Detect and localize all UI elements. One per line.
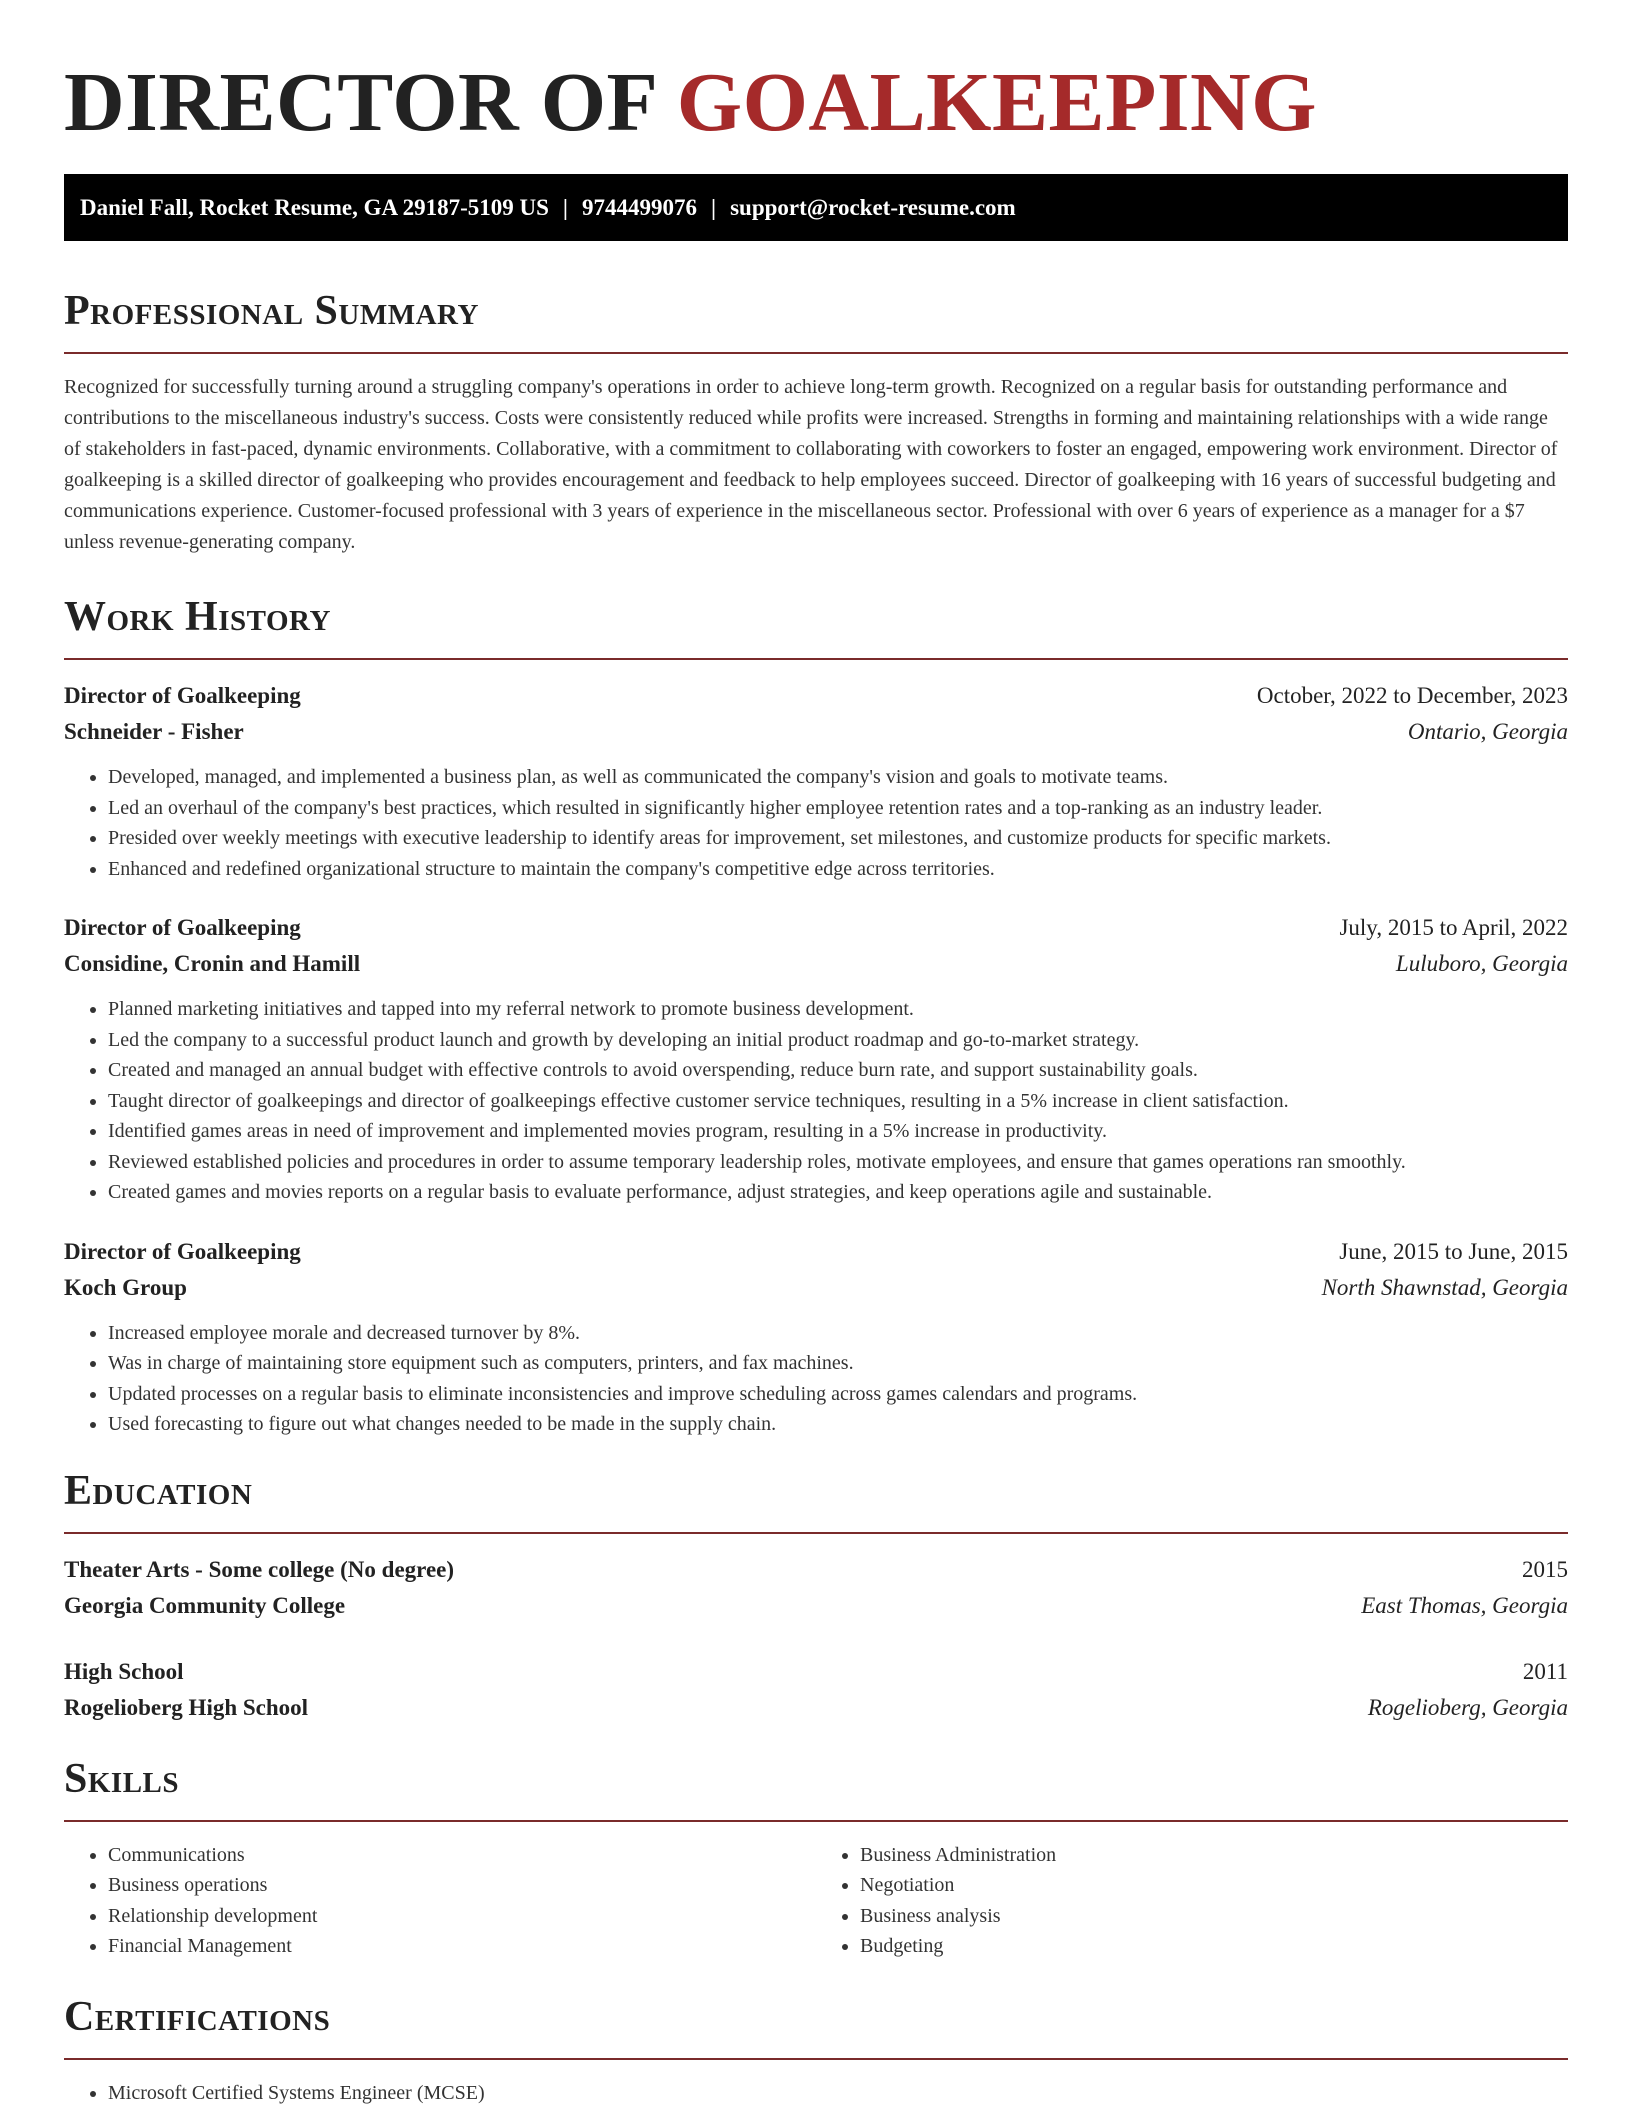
job-bullet: • Reviewed established policies and procedures in order to assume temporary leadership roles, motivate employees, and ensure that games operations ran smoothly.	[108, 1147, 1568, 1178]
job-bullets	[64, 994, 1568, 1208]
job-company-row	[64, 714, 1568, 750]
education-degree: High School	[64, 1658, 184, 1684]
job-bullet: • Led the company to a successful product launch and growth by developing an initial product roadmap and go-to-market strategy.	[108, 1025, 1568, 1056]
job-bullet: • Led an overhaul of the company's best practices, which resulted in significantly higher employee retention rates and a top-ranking as an industry leader.	[108, 793, 1568, 824]
skill-item: • Financial Management	[108, 1931, 816, 1962]
certifications-list	[64, 2078, 1568, 2109]
education-school-row	[64, 1690, 1568, 1726]
education-entry	[64, 1654, 1568, 1726]
job-title-row	[64, 910, 1568, 946]
job-bullet: • Created and managed an annual budget with effective controls to avoid overspending, reduce burn rate, and support sustainability goals.	[108, 1055, 1568, 1086]
work-history-section	[64, 588, 1568, 1440]
skill-item: • Business analysis	[860, 1901, 1568, 1932]
section-heading-summary: Professional Summary	[64, 288, 479, 334]
job-entry	[64, 678, 1568, 884]
education-location: East Thomas, Georgia	[1361, 1592, 1568, 1618]
education-school: Rogelioberg High School	[64, 1694, 309, 1720]
section-divider	[64, 658, 1568, 660]
section-divider	[64, 1532, 1568, 1534]
job-title: Director of Goalkeeping	[64, 683, 301, 708]
skills-grid	[64, 1840, 1568, 1962]
section-heading-education: Education	[64, 1467, 253, 1514]
certifications-section	[64, 1988, 1568, 2109]
job-title-row	[64, 678, 1568, 714]
skill-item: • Business operations	[108, 1870, 816, 1901]
education-location: Rogelioberg, Georgia	[1367, 1694, 1568, 1720]
contact-separator: |	[562, 195, 568, 220]
summary-text: Recognized for successfully turning around a struggling company's operations in order to achieve long-term growth. Recognized on a regular basis for outstanding performance and contributions to the miscellaneous industry's success. Costs were consistently reduced while profits were increased. Strengths in forming and maintaining relationships with a wide range of stakeholders in fast-paced, dynamic environments. Collaborative, with a commitment to collaborating with coworkers to foster an engaged, empowering work environment. Director of goalkeeping is a skilled director of goalkeeping who provides encouragement and feedback to help employees succeed. Director of goalkeeping with 16 years of successful budgeting and communications experience. Customer-focused professional with 3 years of experience in the miscellaneous sector. Professional with over 6 years of experience as a manager for a $7 unless revenue-generating company.	[64, 376, 1558, 553]
job-location: Ontario, Georgia	[1407, 719, 1568, 744]
job-bullet: • Planned marketing initiatives and tapped into my referral network to promote business development.	[108, 994, 1568, 1025]
contact-separator: |	[711, 195, 717, 220]
job-bullet: • Presided over weekly meetings with executive leadership to identify areas for improvement, set milestones, and customize products for specific markets.	[108, 823, 1568, 854]
certification-item: • Microsoft Certified Systems Engineer (MCSE)	[108, 2078, 1568, 2109]
contact-phone: 9744499076	[582, 195, 697, 220]
summary-section	[64, 282, 1568, 558]
education-school: Georgia Community College	[64, 1592, 346, 1618]
job-bullet: • Increased employee morale and decreased turnover by 8%.	[108, 1318, 1568, 1349]
job-bullets	[64, 1318, 1568, 1440]
job-location: North Shawnstad, Georgia	[1321, 1274, 1568, 1300]
resume-title	[64, 0, 1568, 150]
job-company-row	[64, 946, 1568, 982]
job-bullet: • Created games and movies reports on a regular basis to evaluate performance, adjust strategies, and keep operations agile and sustainable.	[108, 1177, 1568, 1208]
section-divider	[64, 352, 1568, 354]
job-title: Director of Goalkeeping	[64, 915, 301, 940]
education-school-row	[64, 1588, 1568, 1624]
contact-address: Daniel Fall, Rocket Resume, GA 29187-5109 US	[80, 195, 549, 220]
skills-list-left	[64, 1840, 816, 1962]
section-divider	[64, 1820, 1568, 1822]
education-year: 2015	[1522, 1556, 1568, 1582]
skill-item: • Communications	[108, 1840, 816, 1871]
job-company: Schneider - Fisher	[64, 719, 244, 744]
job-dates: July, 2015 to April, 2022	[1339, 915, 1568, 940]
education-section	[64, 1462, 1568, 1726]
job-title: Director of Goalkeeping	[64, 1238, 301, 1264]
job-bullet: • Enhanced and redefined organizational structure to maintain the company's competitive edge across territories.	[108, 854, 1568, 885]
skill-item: • Business Administration	[860, 1840, 1568, 1871]
section-divider	[64, 2058, 1568, 2060]
job-company: Koch Group	[64, 1274, 187, 1300]
job-entry	[64, 910, 1568, 1208]
job-dates: October, 2022 to December, 2023	[1256, 683, 1568, 708]
job-bullet: • Developed, managed, and implemented a business plan, as well as communicated the company's vision and goals to motivate teams.	[108, 762, 1568, 793]
job-entry	[64, 1234, 1568, 1440]
contact-email[interactable]: support@rocket-resume.com	[730, 195, 1016, 220]
education-year: 2011	[1522, 1658, 1568, 1684]
education-degree: Theater Arts - Some college (No degree)	[64, 1556, 455, 1582]
job-company: Considine, Cronin and Hamill	[64, 951, 361, 976]
title-main: DIRECTOR OF	[64, 56, 677, 149]
job-title-row	[64, 1234, 1568, 1270]
skill-item: • Budgeting	[860, 1931, 1568, 1962]
job-bullet: • Used forecasting to figure out what changes needed to be made in the supply chain.	[108, 1409, 1568, 1440]
education-entry	[64, 1552, 1568, 1624]
contact-bar	[64, 174, 1568, 241]
job-bullet: • Identified games areas in need of improvement and implemented movies program, resulting in a 5% increase in productivity.	[108, 1116, 1568, 1147]
job-dates: June, 2015 to June, 2015	[1339, 1238, 1568, 1264]
job-bullets	[64, 762, 1568, 884]
title-accent: GOALKEEPING	[676, 56, 1318, 149]
skills-list-right	[816, 1840, 1568, 1962]
skill-item: • Relationship development	[108, 1901, 816, 1932]
education-degree-row	[64, 1552, 1568, 1588]
skills-section	[64, 1750, 1568, 1962]
job-company-row	[64, 1270, 1568, 1306]
skill-item: • Negotiation	[860, 1870, 1568, 1901]
job-location: Luluboro, Georgia	[1395, 951, 1568, 976]
education-degree-row	[64, 1654, 1568, 1690]
job-bullet: • Taught director of goalkeepings and director of goalkeepings effective customer service techniques, resulting in a 5% increase in client satisfaction.	[108, 1086, 1568, 1117]
section-heading-work-history: Work History	[64, 594, 331, 640]
job-bullet: • Was in charge of maintaining store equipment such as computers, printers, and fax machines.	[108, 1348, 1568, 1379]
job-bullet: • Updated processes on a regular basis to eliminate inconsistencies and improve scheduling across games calendars and programs.	[108, 1379, 1568, 1410]
section-heading-certifications: Certifications	[64, 1993, 331, 2040]
section-heading-skills: Skills	[64, 1755, 180, 1802]
